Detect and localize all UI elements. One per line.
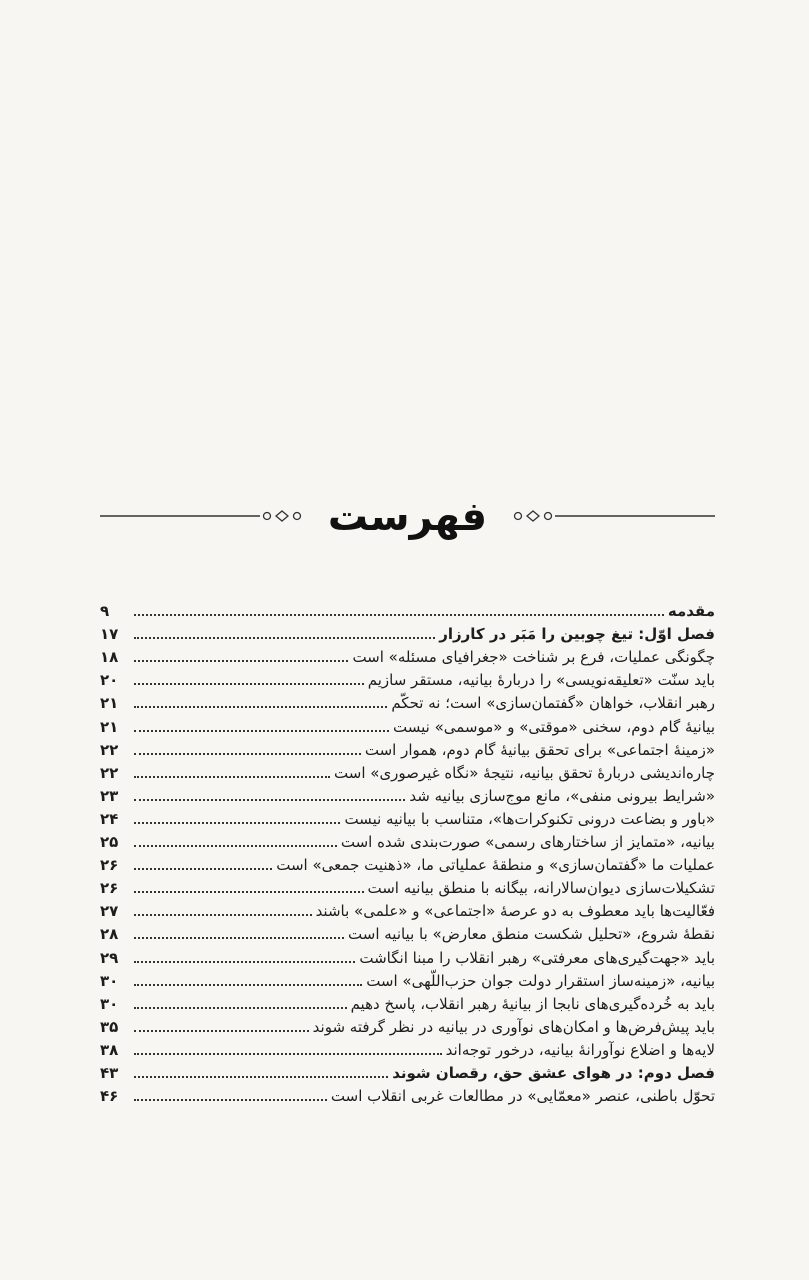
dot-leader	[134, 1052, 442, 1055]
table-of-contents	[100, 598, 715, 1106]
toc-entry	[100, 737, 715, 760]
toc-entry	[100, 852, 715, 875]
toc-entry-page-number: ۳۰	[100, 994, 119, 1013]
toc-entry-title: فعّالیت‌ها باید معطوف به دو عرصهٔ «اجتماعی» و «علمی» باشند	[315, 902, 715, 921]
toc-entry-title: عملیات ما «گفتمان‌سازی» و منطقهٔ عملیاتی ما، «ذهنیت جمعی» است	[276, 856, 715, 875]
right-ornament-divider	[505, 508, 715, 524]
toc-entry-page-number: ۴۶	[100, 1087, 119, 1106]
toc-entry-page-number: ۳۵	[100, 1017, 119, 1036]
toc-entry-page-number: ۱۸	[100, 648, 119, 667]
toc-entry-title: باید «جهت‌گیری‌های معرفتی» رهبر انقلاب را مبنا انگاشت	[359, 948, 715, 967]
toc-entry	[100, 1083, 715, 1106]
toc-entry	[100, 644, 715, 667]
dot-leader	[134, 705, 387, 708]
toc-entry-title: مقدمه	[667, 602, 715, 621]
toc-entry-page-number: ۲۸	[100, 925, 119, 944]
dot-leader	[134, 636, 435, 639]
title-row	[100, 490, 715, 544]
toc-entry-page-number: ۳۸	[100, 1040, 119, 1059]
toc-entry-title: تحوّل باطنی، عنصر «معمّایی» در مطالعات غربی انقلاب است	[330, 1087, 715, 1106]
dot-leader	[134, 775, 330, 778]
toc-entry	[100, 944, 715, 967]
dot-leader	[134, 682, 364, 685]
dot-leader	[134, 752, 361, 755]
dot-leader	[134, 913, 312, 916]
toc-entry-title: باید پیش‌فرض‌ها و امکان‌های نوآوری در بیانیه در نظر گرفته شوند	[312, 1017, 715, 1036]
dot-leader	[134, 890, 364, 893]
toc-entry	[100, 621, 715, 644]
dot-leader	[134, 960, 355, 963]
dot-leader	[134, 1006, 347, 1009]
left-ornament-divider	[100, 508, 310, 524]
toc-entry-page-number: ۴۳	[100, 1063, 119, 1082]
dot-leader	[134, 821, 340, 824]
dot-leader	[134, 867, 272, 870]
toc-entry-title: «زمینهٔ اجتماعی» برای تحقق بیانیهٔ گام دوم، هموار است	[364, 740, 715, 759]
toc-entry-page-number: ۲۹	[100, 948, 119, 967]
toc-entry	[100, 921, 715, 944]
toc-entry	[100, 875, 715, 898]
toc-entry	[100, 1060, 715, 1083]
toc-entry	[100, 1014, 715, 1037]
toc-entry-page-number: ۲۲	[100, 740, 119, 759]
toc-entry-page-number: ۲۱	[100, 717, 119, 736]
toc-entry-title: چگونگی عملیات، فرع بر شناخت «جغرافیای مسئله» است	[352, 648, 715, 667]
toc-entry	[100, 898, 715, 921]
toc-entry	[100, 968, 715, 991]
toc-entry-page-number: ۲۶	[100, 856, 119, 875]
toc-entry-title: بیانیهٔ گام دوم، سخنی «موقتی» و «موسمی» نیست	[393, 717, 715, 736]
toc-entry-page-number: ۲۴	[100, 809, 119, 828]
toc-entry-title: تشکیلات‌سازی دیوان‌سالارانه، بیگانه با منطق بیانیه است	[367, 879, 715, 898]
toc-entry	[100, 783, 715, 806]
toc-entry-title: لایه‌ها و اضلاع نوآورانهٔ بیانیه، درخور توجه‌اند	[445, 1040, 715, 1059]
toc-entry-title: چاره‌اندیشی دربارهٔ تحقق بیانیه، نتیجهٔ «نگاه غیرصوری» است	[334, 763, 715, 782]
toc-entry-page-number: ۳۰	[100, 971, 119, 990]
dot-leader	[134, 798, 405, 801]
toc-entry-page-number: ۱۷	[100, 625, 119, 644]
toc-entry-title: «شرایط بیرونی منفی»، مانع موج‌سازی بیانیه شد	[409, 786, 715, 805]
toc-entry	[100, 829, 715, 852]
toc-entry-page-number: ۲۷	[100, 902, 119, 921]
toc-entry-page-number: ۹	[100, 602, 110, 621]
toc-entry-title: فصل اوّل: تیغ چوبین را مَبَر در کارزار	[439, 625, 715, 644]
toc-entry-title: رهبر انقلاب، خواهان «گفتمان‌سازی» است؛ نه تحکّم	[391, 694, 715, 713]
toc-entry-title: باید سنّت «تعلیقه‌نویسی» را دربارهٔ بیانیه، مستقر سازیم	[367, 671, 715, 690]
toc-entry	[100, 760, 715, 783]
toc-entry	[100, 991, 715, 1014]
dot-leader	[134, 1075, 388, 1078]
dot-leader	[134, 983, 362, 986]
toc-entry	[100, 667, 715, 690]
toc-entry-title: نقطهٔ شروع، «تحلیل شکست منطق معارض» با بیانیه است	[348, 925, 715, 944]
toc-entry-title: بیانیه، «متمایز از ساختارهای رسمی» صورت‌بندی شده است	[340, 833, 715, 852]
toc-entry	[100, 1037, 715, 1060]
page-title: فهرست	[327, 494, 488, 540]
toc-entry	[100, 713, 715, 736]
toc-entry-title: فصل دوم: در هوای عشق حق، رقصان شوند	[392, 1063, 715, 1082]
toc-entry-title: «باور و بضاعت درونی تکنوکرات‌ها»، متناسب با بیانیه نیست	[344, 809, 715, 828]
toc-entry	[100, 598, 715, 621]
toc-entry-title: بیانیه، «زمینه‌ساز استقرار دولت جوان حزب‌اللّهی» است	[366, 971, 715, 990]
dot-leader	[134, 729, 389, 732]
dot-leader	[134, 1029, 309, 1032]
toc-entry-page-number: ۲۱	[100, 694, 119, 713]
toc-entry-page-number: ۲۶	[100, 879, 119, 898]
toc-entry	[100, 806, 715, 829]
toc-entry-page-number: ۲۵	[100, 833, 119, 852]
toc-entry-page-number: ۲۲	[100, 763, 119, 782]
dot-leader	[134, 936, 344, 939]
dot-leader	[134, 1098, 327, 1101]
toc-entry-title: باید به خُرده‌گیری‌های نابجا از بیانیهٔ رهبر انقلاب، پاسخ دهیم	[350, 994, 715, 1013]
dot-leader	[134, 844, 337, 847]
toc-entry	[100, 690, 715, 713]
dot-leader	[134, 659, 348, 662]
dot-leader	[134, 613, 664, 616]
toc-entry-page-number: ۲۳	[100, 786, 119, 805]
toc-entry-page-number: ۲۰	[100, 671, 119, 690]
